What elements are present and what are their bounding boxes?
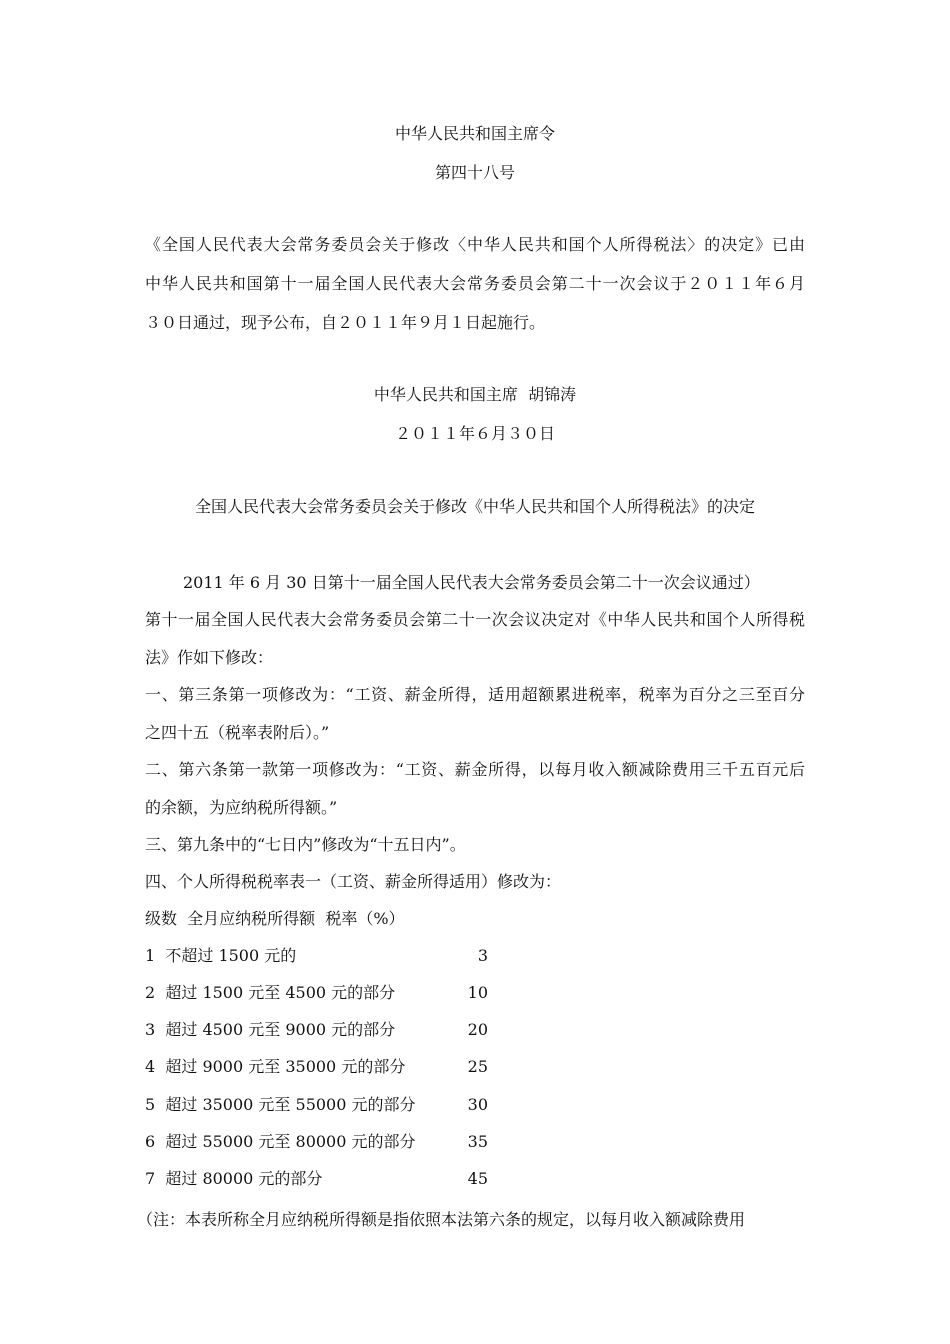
tax-bracket-label: 1 不超过 1500 元的: [145, 946, 297, 965]
decision-title: 全国人民代表大会常务委员会关于修改《中华人民共和国个人所得税法》的决定: [194, 497, 755, 516]
tax-table-header: 级数 全月应纳税所得额 税率（%）: [145, 909, 405, 928]
tax-rate: 35: [467, 1132, 488, 1151]
body-line: 法》作如下修改：: [145, 648, 274, 667]
tax-rate: 25: [467, 1057, 488, 1076]
body-line: 一、第三条第一项修改为：“工资、薪金所得，适用超额累进税率，税率为百分之三至百分: [145, 685, 805, 704]
order-title: 中华人民共和国主席令: [394, 124, 555, 143]
order-number: 第四十八号: [434, 163, 515, 182]
signatory: 中华人民共和国主席 胡锦涛: [373, 385, 577, 404]
preamble-line: ３０日通过，现予公布，自２０１１年９月１日起施行。: [145, 313, 546, 332]
tax-bracket-label: 7 超过 80000 元的部分: [145, 1169, 323, 1188]
adoption-note: 2011 年 6 月 30 日第十一届全国人民代表大会常务委员会第二十一次会议通过）: [183, 573, 760, 592]
tax-bracket-label: 2 超过 1500 元至 4500 元的部分: [145, 983, 396, 1002]
body-line: 三、第九条中的“七日内”修改为“十五日内”。: [145, 835, 466, 854]
tax-bracket-label: 5 超过 35000 元至 55000 元的部分: [145, 1095, 416, 1114]
tax-rate: 3: [477, 946, 488, 965]
body-line: 的余额，为应纳税所得额。”: [145, 798, 338, 817]
tax-rate: 30: [467, 1095, 488, 1114]
preamble-line: 《全国人民代表大会常务委员会关于修改〈中华人民共和国个人所得税法〉的决定》已由: [145, 235, 805, 254]
tax-bracket-label: 6 超过 55000 元至 80000 元的部分: [145, 1132, 416, 1151]
tax-rate: 20: [467, 1020, 488, 1039]
tax-rate: 10: [467, 983, 488, 1002]
body-line: 第十一届全国人民代表大会常务委员会第二十一次会议决定对《中华人民共和国个人所得税: [145, 610, 805, 629]
table-note: （注：本表所称全月应纳税所得额是指依照本法第六条的规定，以每月收入额减除费用: [137, 1210, 746, 1229]
tax-rate: 45: [467, 1169, 488, 1188]
body-line: 二、第六条第一款第一项修改为：“工资、薪金所得，以每月收入额减除费用三千五百元后: [145, 760, 805, 779]
preamble-line: 中华人民共和国第十一届全国人民代表大会常务委员会第二十一次会议于２０１１年６月: [145, 274, 805, 293]
tax-bracket-label: 3 超过 4500 元至 9000 元的部分: [145, 1020, 396, 1039]
tax-bracket-label: 4 超过 9000 元至 35000 元的部分: [145, 1057, 406, 1076]
body-line: 四、个人所得税税率表一（工资、薪金所得适用）修改为：: [145, 872, 562, 891]
sign-date: ２０１１年６月３０日: [394, 424, 555, 443]
body-line: 之四十五（税率表附后）。”: [145, 723, 330, 742]
